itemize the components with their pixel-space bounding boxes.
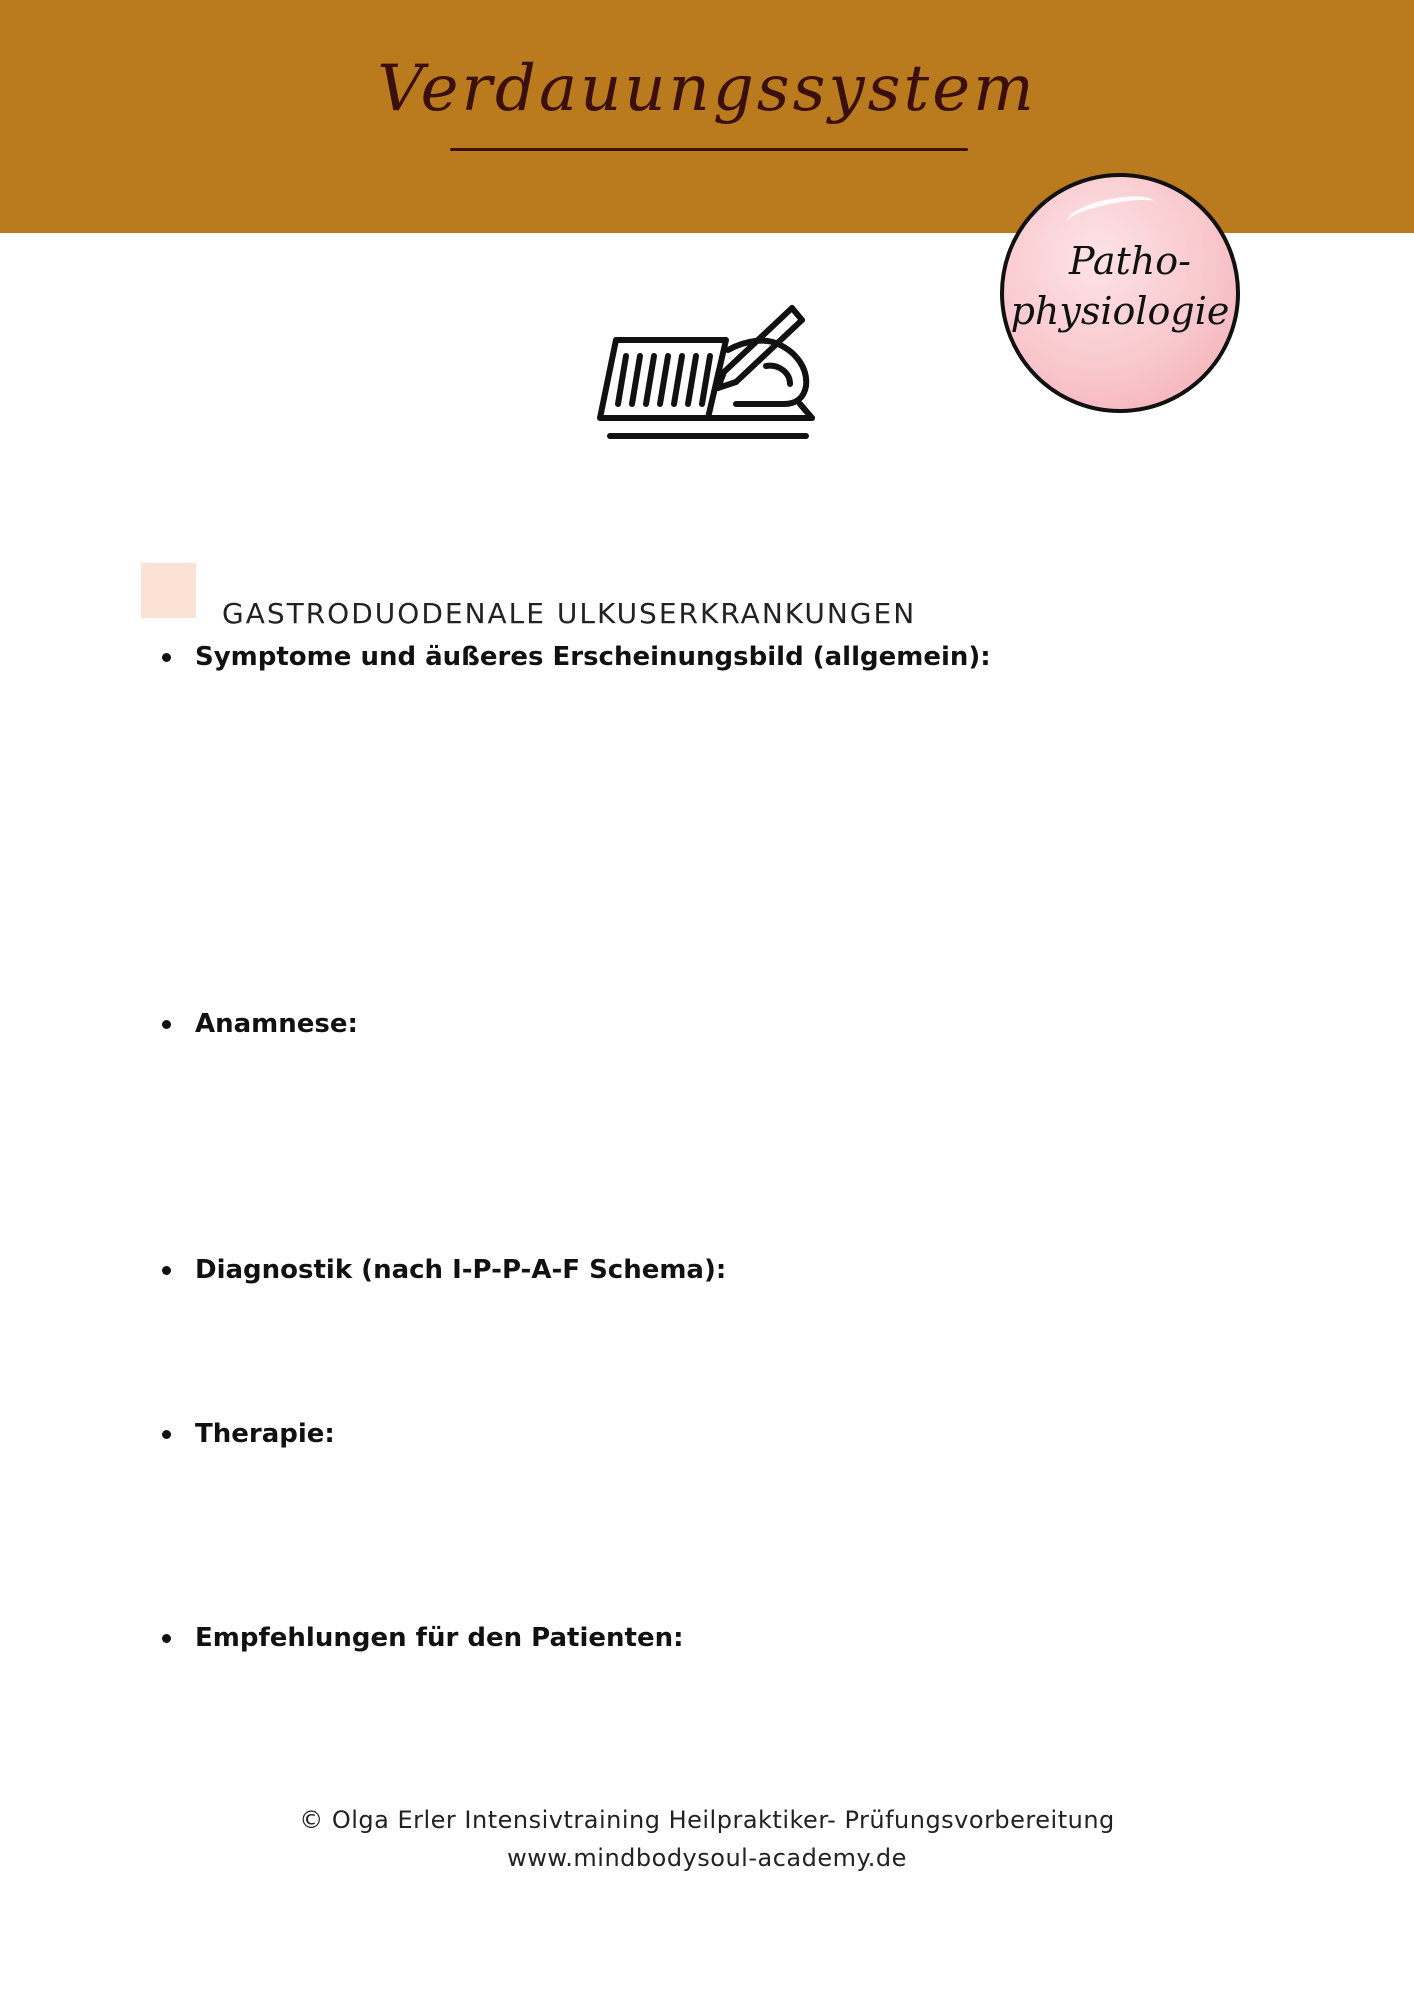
badge-line-1: Patho-: [1069, 239, 1191, 283]
bullet-icon: [162, 1430, 171, 1439]
badge-shine: [1064, 190, 1158, 235]
list-item: [162, 642, 991, 672]
item-label-therapie: Therapie:: [195, 1419, 335, 1449]
writing-hand-icon: [596, 300, 816, 446]
page-title: Verdauungssystem: [377, 52, 1037, 126]
list-item: [162, 1255, 726, 1285]
footer-website[interactable]: www.mindbodysoul-academy.de: [507, 1844, 907, 1872]
item-label-symptome: Symptome und äußeres Erscheinungsbild (allgemein):: [195, 642, 991, 672]
list-item: [162, 1009, 358, 1039]
list-item: [162, 1419, 335, 1449]
bullet-icon: [162, 1634, 171, 1643]
section-title: GASTRODUODENALE ULKUSERKRANKUNGEN: [222, 597, 917, 631]
title-underline: [450, 148, 968, 151]
item-label-diagnostik: Diagnostik (nach I-P-P-A-F Schema):: [195, 1255, 727, 1285]
section-square: [141, 563, 196, 618]
topic-badge: [1000, 173, 1240, 413]
list-item: [162, 1623, 684, 1653]
bullet-icon: [162, 1266, 171, 1275]
bullet-icon: [162, 653, 171, 662]
footer-copyright: © Olga Erler Intensivtraining Heilpraktiker- Prüfungsvorbereitung: [299, 1806, 1115, 1834]
badge-line-2: physiologie: [1010, 289, 1230, 333]
bullet-icon: [162, 1020, 171, 1029]
item-label-anamnese: Anamnese:: [195, 1009, 358, 1039]
item-label-empfehlungen: Empfehlungen für den Patienten:: [195, 1623, 684, 1653]
